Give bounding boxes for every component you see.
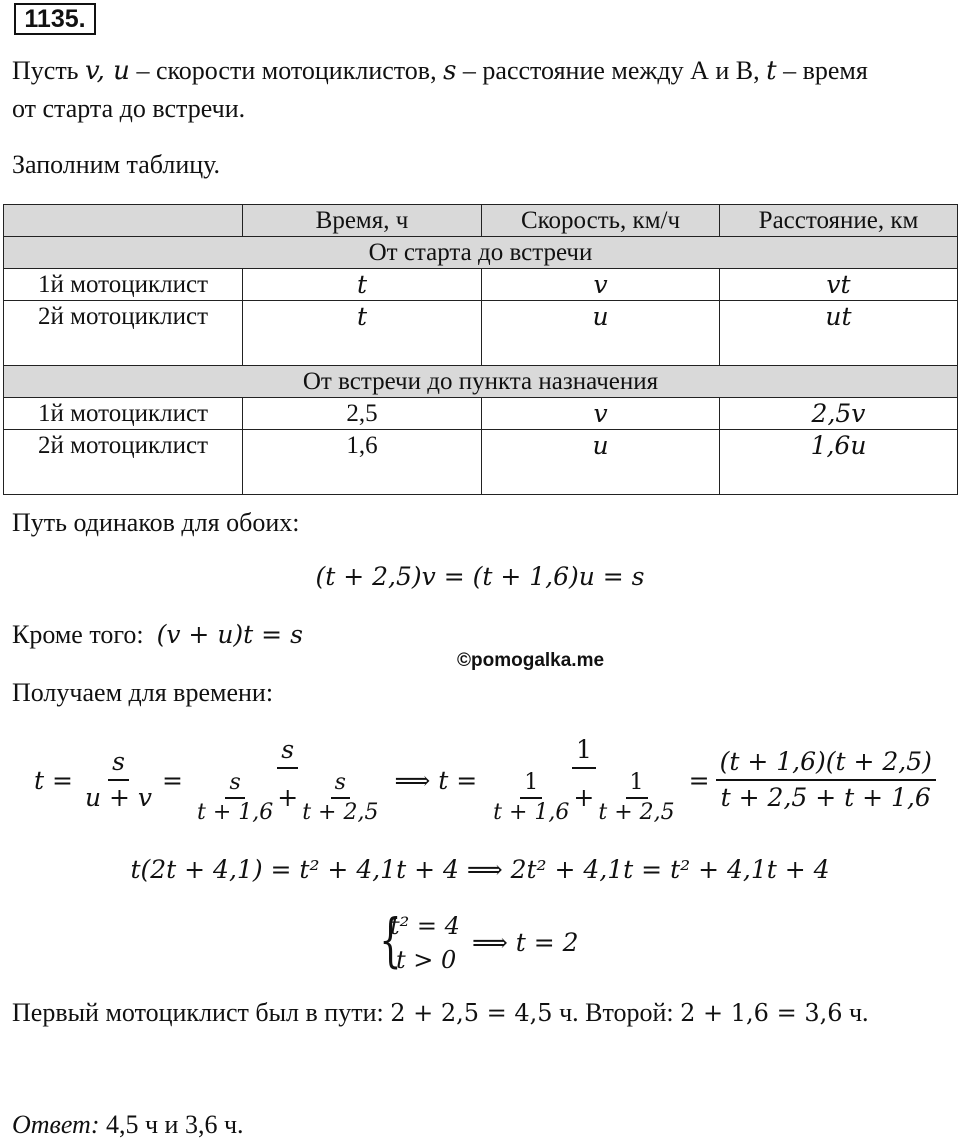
besides-line [12,620,303,650]
table-cell: 1,6u [720,430,958,495]
frac-num: s [331,769,350,799]
get-time-text: Получаем для времени: [12,678,274,707]
frac-result [716,745,936,815]
equation-2: (v + u)t = s [156,620,303,649]
data-table [3,204,958,495]
table-row [4,398,958,430]
frac-num: (t + 1,6)(t + 2,5) [716,745,936,781]
frac-num: s [277,733,298,769]
table-cell: t [243,301,482,366]
frac-num: 1 [520,769,542,799]
answer-value: 4,5 ч и 3,6 ч. [99,1110,244,1139]
table-row [4,301,958,366]
var-t: t [766,56,777,86]
table-section-row [4,366,958,398]
var-s: s [443,56,457,86]
table-cell: ut [720,301,958,366]
section-title: От старта до встречи [4,237,958,269]
frac-inner [193,769,277,827]
section-title: От встречи до пункта назначения [4,366,958,398]
table-cell: u [482,430,720,495]
intro-line-2: от старта до встречи. [12,94,246,123]
frac-den: t + 2,5 [598,800,675,825]
table-section-row [4,237,958,269]
system-line-2: t > 0 [396,946,457,974]
frac-complex-2 [485,733,682,827]
table-cell: v [482,398,720,430]
table-header-cell: Расстояние, км [720,205,958,237]
table-cell: t [243,269,482,301]
problem-number: 1135. [14,3,96,35]
frac-s-over-uv [81,745,156,815]
intro-text: – время [776,56,868,85]
conclusion-text: ч. Второй: [552,998,681,1027]
frac-den: t + 1,6 [493,800,570,825]
table-cell: vt [720,269,958,301]
equation-4: t(2t + 4,1) = t² + 4,1t + 4 ⟹ 2t² + 4,1t = t² + 4,1t + 4 [130,855,830,884]
answer-label: Ответ: [12,1110,100,1139]
intro-text: Пусть [12,56,86,85]
table-header-cell [4,205,243,237]
table-cell: 2й мотоциклист [4,430,243,495]
frac-num: s [225,769,244,799]
frac-den [189,769,386,827]
table-cell: 1й мотоциклист [4,269,243,301]
conclusion-text: Первый мотоциклист был в пути: [12,998,391,1027]
system-line-1: t² = 4 [390,912,460,940]
frac-num: 1 [626,769,648,799]
first-sum: 2 + 2,5 = 4,5 [390,999,553,1027]
table-header-row [4,205,958,237]
frac-inner [489,769,573,827]
table-cell: 2й мотоциклист [4,301,243,366]
equation-1: (t + 2,5)v = (t + 1,6)u = s [315,562,645,591]
conclusion-line [12,998,869,1028]
table-cell: v [482,269,720,301]
table-cell: 2,5v [720,398,958,430]
table-cell: 2,5 [243,398,482,430]
frac-inner [594,769,678,827]
frac-complex-1 [189,733,386,827]
table-header-cell: Время, ч [243,205,482,237]
plus-sign: + [277,783,299,812]
eq-sign: = [688,765,710,795]
conclusion-text: ч. [842,998,869,1027]
intro-line-1 [12,56,868,86]
frac-inner [298,769,382,827]
frac-den: t + 2,5 + t + 1,6 [720,783,931,812]
table-header-cell: Скорость, км/ч [482,205,720,237]
eq3-lhs: t = [34,765,73,795]
frac-num: s [108,745,129,781]
table-cell: 1й мотоциклист [4,398,243,430]
intro-text: – расстояние между А и В, [456,56,767,85]
frac-den: t + 2,5 [302,800,379,825]
frac-den: u + v [84,783,153,812]
plus-sign: + [573,783,595,812]
same-path-text: Путь одинаков для обоих: [12,508,300,537]
fill-table-text: Заполним таблицу. [12,150,221,179]
var-v-u: v, u [85,56,130,86]
table-cell: u [482,301,720,366]
answer-line [12,1110,244,1140]
implies-t: ⟹ t = [394,765,478,795]
second-sum: 2 + 1,6 = 3,6 [680,999,843,1027]
frac-den: t + 1,6 [196,800,274,825]
eq-sign: = [162,765,183,795]
table-cell: 1,6 [243,430,482,495]
equation-3 [34,732,936,828]
frac-den [485,769,682,827]
watermark: ©pomogalka.me [457,650,605,671]
intro-text: – скорости мотоциклистов, [129,56,444,85]
frac-num: 1 [572,733,596,769]
system-result: ⟹ t = 2 [472,928,579,957]
system-brace: { [379,906,402,974]
table-row [4,269,958,301]
besides-text: Кроме того: [12,620,144,649]
table-row [4,430,958,495]
